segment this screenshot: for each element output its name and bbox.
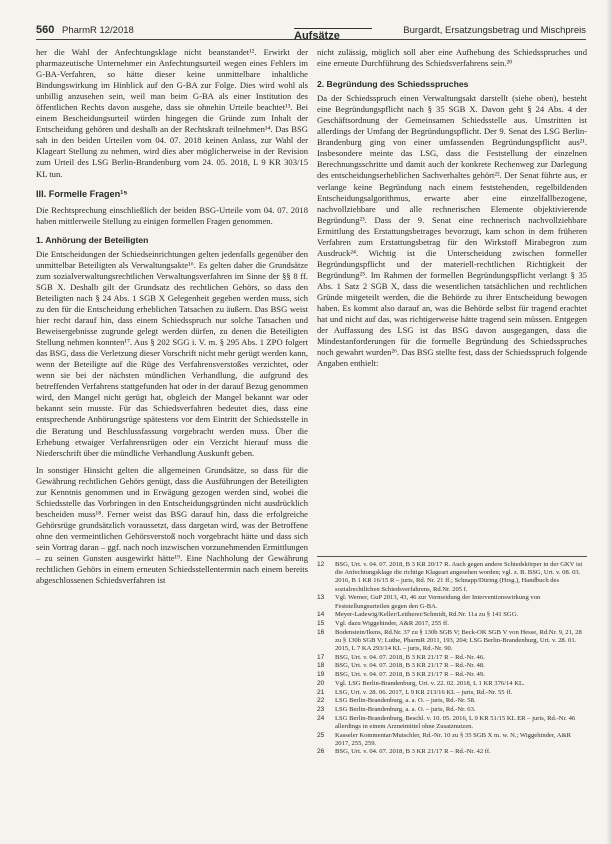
footnote-number: 20 bbox=[317, 679, 325, 687]
footnote-text: BSG, Urt. v. 04. 07. 2018, B 3 KR 21/17 R – Rd.-Nr. 48. bbox=[335, 662, 485, 670]
footnote bbox=[317, 654, 587, 662]
footnote bbox=[317, 732, 587, 748]
footnote-text: BSG, Urt. v. 04. 07. 2018, B 3 KR 21/17 R – Rd.-Nr. 46. bbox=[335, 653, 485, 661]
footnote-number: 13 bbox=[317, 594, 325, 602]
footnote-text: BSG, Urt. v. 04. 07. 2018, B 3 KR 20/17 R. Auch gegen andere Schiedskörper in der GKV ist die Anfechtungsklage die richtige Klageart angesehen worden; vgl. z. B. BSG, Urt. v. 08. 03. 2016, B 1 KR 16/15 R – juris, Rd. Nr. 21 ff.; Schnapp/Düring (Hrsg.), Handbuch des sozialrechtlichen Schiedsverfahrens, Rd.Nr. 205 f. bbox=[335, 561, 583, 593]
footnote-number: 18 bbox=[317, 662, 325, 670]
footnote-text: LSG Berlin-Brandenburg, a. a. O. – juris, Rd.-Nr. 58. bbox=[335, 697, 476, 705]
footnote-number: 25 bbox=[317, 731, 325, 739]
footnote-number: 22 bbox=[317, 697, 325, 705]
footnote bbox=[317, 594, 587, 610]
hearing-paragraph-2: In sonstiger Hinsicht gelten die allgemeinen Grundsätze, so dass für die Gewährung rechtlichen Gehörs genügt, dass die Ausführungen der Beteiligten zur Kenntnis genommen und in Erwägung gezogen werden sind, wobei die Schiedsstelle das Vorbringen in den Entscheidungsgründen nicht ausdrücklich bescheiden muss¹⁸. Ferner weist das BSG darauf hin, dass die erfolgreiche Gehörsrüge grundsätzlich voraussetzt, dass dargetan wird, was der Betroffene ohne den vermeintlichen Gehörsverstoß noch vorgebracht hätte und dass sich sein Vortrag daran – ggf. nach noch inzwischen vorzunehmenden Ermittlungen – zu seinen Gunsten ausgewirkt hätte¹⁹. Eine Nachholung der Gewährung rechtlichen Gehörs in einem erneuten Schiedsstellentermin nach einem bereits abgeschlossenen Schiedsverfahren ist bbox=[36, 464, 308, 586]
intro-paragraph: her die Wahl der Anfechtungsklage nicht beanstandet¹². Erwirkt der pharmazeutische Unternehmer ein Anfechtungsurteil wegen eines Fehlers im G-BA-Verfahren, so hätte dieser keine unmittelbare inhaltliche Bindungswirkung im Hinblick auf den G-BA zur Folge. Dies wird wohl als unbillig anzusehen sein, weil man beim G-BA als einer Institution des öffentlichen Rechts davon ausgehe, dass sie ohnehin Urteile beachtet¹³. Bei einem Bescheidungsurteil würden hingegen die Gründe zum Inhalt der Entscheidung gehören und deshalb an der Rechtskraft teilnehmen¹⁴. Das BSG sah in den beiden Urteilen vom 04. 07. 2018 keinen Anlass, zur Wahl der Klageart Stellung zu nehmen, wird dies aber möglicherweise in der Revision zum Urteil des LSG Berlin-Brandenburg vom 24. 05. 2018, L 9 KR 303/15 KL tun. bbox=[36, 47, 308, 179]
footnote-number: 17 bbox=[317, 653, 325, 661]
footnote bbox=[317, 561, 587, 594]
hearing-paragraph-1: Die Entscheidungen der Schiedseinrichtungen gelten jedenfalls gegenüber den unmittelbar Beteiligten als Verwaltungsakte¹⁶. Es gelten daher die Grundsätze zum sozialverwaltungsrechtlichen Verwaltungsverfahren im Sinne der §§ 8 ff. SGB X. Deshalb gilt der Grundsatz des rechtlichen Gehörs, so dass den Beteiligten nach § 24 Abs. 1 SGB X Gelegenheit gegeben werden muss, sich zu den für die Entscheidung erheblichen Tatsachen zu äußern. Das BSG weist hier recht darauf hin, dass einem Schiedsspruch nur solche Tatsachen und Beweisergebnisse zugrunde gelegt werden dürfen, zu denen die Beteiligten Stellung nehmen konnten¹⁷. Aus § 202 SGG i. V. m. § 295 Abs. 1 ZPO folgert das BSG, dass die Verletzung dieser Vorschrift nicht mehr gerügt werden kann, wenn der Beteiligte auf die Rüge des Verfahrensverstoßes verzichtet, oder wenn sie bei der nächsten mündlichen Verhandlung, die aufgrund des betreffenden Verfahrens stattgefunden hat oder in der darauf Bezug genommen wird, den Mangel nicht gerügt hat, obgleich der Mangel bekannt war oder bekannt sein musste. Für das Schiedsverfahren bedeutet dies, dass eine entsprechende Anhörungsrüge spätestens vor dem Eintritt der Schiedsstelle in die Beratung und Beschlussfassung vorgebracht werden muss. Über die Erhebung etwaiger Verfahrensrügen oder ein Verzicht hierauf muss die Niederschrift über die mündliche Verhandlung Auskunft geben. bbox=[36, 248, 308, 458]
footnote bbox=[317, 680, 587, 688]
footnote-text: LSG, Urt. v. 28. 06. 2017, L 9 KR 213/16 KL – juris, Rd.-Nr. 55 ff. bbox=[335, 688, 513, 696]
footnote-number: 19 bbox=[317, 671, 325, 679]
right-column bbox=[317, 47, 587, 369]
footnote bbox=[317, 629, 587, 654]
footnote-number: 23 bbox=[317, 705, 325, 713]
footnote-text: Kasseler Kommentar/Mutschler, Rd.-Nr. 10 zu § 35 SGB X m. w. N.; Wiggehinder, A&R 2017, 255, 259. bbox=[335, 731, 572, 747]
footnote bbox=[317, 611, 587, 619]
footnote-number: 12 bbox=[317, 561, 325, 568]
footnote bbox=[317, 715, 587, 731]
footnote-number: 24 bbox=[317, 714, 325, 722]
section-intro-paragraph: Die Rechtsprechung einschließlich der beiden BSG-Urteile vom 04. 07. 2018 haben mittlerweile Stellung zu einigen formellen Fragen genommen. bbox=[36, 204, 308, 226]
reasoning-paragraph: Da der Schiedsspruch einen Verwaltungsakt darstellt (siehe oben), besteht eine Begründungspflicht nach § 35 SGB X. Davon geht § 24 Abs. 4 der Geschäftsordnung der Gemeinsamen Schiedsstelle aus. Umstritten ist allerdings der Umfang der Begründungspflicht. Der 9. Senat des LSG Berlin-Brandenburg ging von einer umfassenden Begründungspflicht aus²¹. Insbesondere meinte das LSG, dass die Feststellung der einzelnen Berechnungsschritte und damit auch der konkrete Rechenweg zur Darlegung des entscheidungserheblichen Sachverhaltes gehört²². Der Senat führte aus, er verlange keine Begründung nach einem feststehenden, regelbildenden Entscheidungsalgorithmus, erwarte aber eine einzelfallbezogene, nachvollziehbare und alle rechnerischen Elemente objektivierende Begründung²³. Dass der 9. Senat eine rechnerisch nachvollziehbare Ermittlung des Erstattungsbetrages bevorzugt, kam schon in dem früheren Verfahren zum Erstattungsbetrag für den Wirkstoff Mirabegron zum Ausdruck²⁴. Wichtig ist die Unterscheidung zwischen formeller Begründungspflicht und der materiell-rechtlichen Richtigkeit der Begründung²⁵. Im Rahmen der formellen Begründungspflicht verlangt § 35 Abs. 1 Satz 2 SGB X, dass die wesentlichen tatsächlichen und rechtlichen Gründe mitgeteilt werden, die die Behörde zu ihrer Entscheidung bewogen haben. Es kommt also darauf an, was die Behörde selbst für tragend erachtet hat und nicht auf das, was richtigerweise hätte tragend sein müssen. Entgegen der Auffassung des LSG ist das BSG davon ausgegangen, dass die Mindestanforderungen für die formelle Begründung des Schiedsspruches noch gewahrt wurden²⁶. Das BSG stellte fest, dass der Schiedsspruch folgende Angaben enthielt: bbox=[317, 93, 588, 369]
footnote bbox=[317, 748, 587, 756]
footnote bbox=[317, 662, 587, 670]
footnote bbox=[317, 697, 587, 705]
footnote-number: 16 bbox=[317, 628, 325, 636]
footnote-text: LSG Berlin-Brandenburg, a. a. O. – juris, Rd.-Nr. 63. bbox=[335, 705, 476, 713]
continuation-paragraph: nicht zulässig, möglich soll aber eine Aufhebung des Schiedsspruches und eine erneute Durchführung des Schiedsverfahrens sein.²⁰ bbox=[317, 47, 587, 69]
footnote bbox=[317, 671, 587, 679]
footnote-text: Vgl. Werner, GuP 2013, 43, 46 zur Vermeidung der Interventionswirkung von Feststellungsurteilen gegen den G-BA. bbox=[335, 594, 541, 610]
footnote-text: Vgl. dazu Wiggehinder, A&R 2017, 255 ff. bbox=[335, 619, 449, 627]
header-rule bbox=[36, 39, 586, 40]
subheading-hearing: 1. Anhörung der Beteiligten bbox=[36, 234, 149, 245]
scan-edge-shadow bbox=[606, 0, 612, 844]
footnote-text: BSG, Urt. v. 04. 07. 2018, B 3 KR 21/17 R – Rd.-Nr. 49. bbox=[335, 671, 485, 679]
section-heading-formal-questions: III. Formelle Fragen¹⁵ bbox=[36, 188, 128, 199]
running-title: Burgardt, Ersatzungsbetrag und Mischpreis bbox=[403, 25, 586, 36]
footnotes bbox=[317, 556, 587, 757]
subheading-reasoning: 2. Begründung des Schiedsspruches bbox=[317, 79, 469, 90]
page-number: 560 bbox=[36, 24, 55, 36]
footnote-text: Meyer-Ladewig/Keller/Leitherer/Schmidt, Rd.Nr. 11a zu § 141 SGG. bbox=[335, 611, 519, 619]
left-column bbox=[36, 47, 308, 586]
footnote-number: 26 bbox=[317, 748, 325, 756]
footnote-text: Bodenstein/Ikens, Rd.Nr. 37 zu § 130b SGB V; Beck-OK SGB V von Hesse, Rd.Nr. 9, 21, 28 zu § 130b SGB V; Luthe, PharmR 2011, 193, 204; LSG Berlin-Brandenburg, Urt. v. 28. 01. 2015, L 7 KA 293/14 KL – juris, Rd.-Nr. 90. bbox=[335, 628, 582, 653]
footnote-text: Vgl. LSG Berlin-Brandenburg, Urt. v. 22. 02. 2018, L 1 KR 376/14 KL. bbox=[335, 679, 525, 687]
footnote-number: 21 bbox=[317, 688, 325, 696]
footnote-text: LSG Berlin-Brandenburg, Beschl. v. 10. 05. 2016, L 9 KR 51/15 KL ER – juris, Rd.-Nr. 46 allerdings in einem Arzneimittel ohne Zusatznutzen. bbox=[335, 714, 576, 730]
footnote bbox=[317, 689, 587, 697]
footnote-text: BSG, Urt. v. 04. 07. 2018, B 3 KR 21/17 R – Rd.-Nr. 42 ff. bbox=[335, 748, 491, 756]
footnote-number: 14 bbox=[317, 611, 325, 619]
section-label: Aufsätze bbox=[294, 28, 372, 42]
footnote-number: 15 bbox=[317, 619, 325, 627]
journal-reference: PharmR 12/2018 bbox=[62, 25, 134, 36]
footnote bbox=[317, 706, 587, 714]
footnote bbox=[317, 620, 587, 628]
